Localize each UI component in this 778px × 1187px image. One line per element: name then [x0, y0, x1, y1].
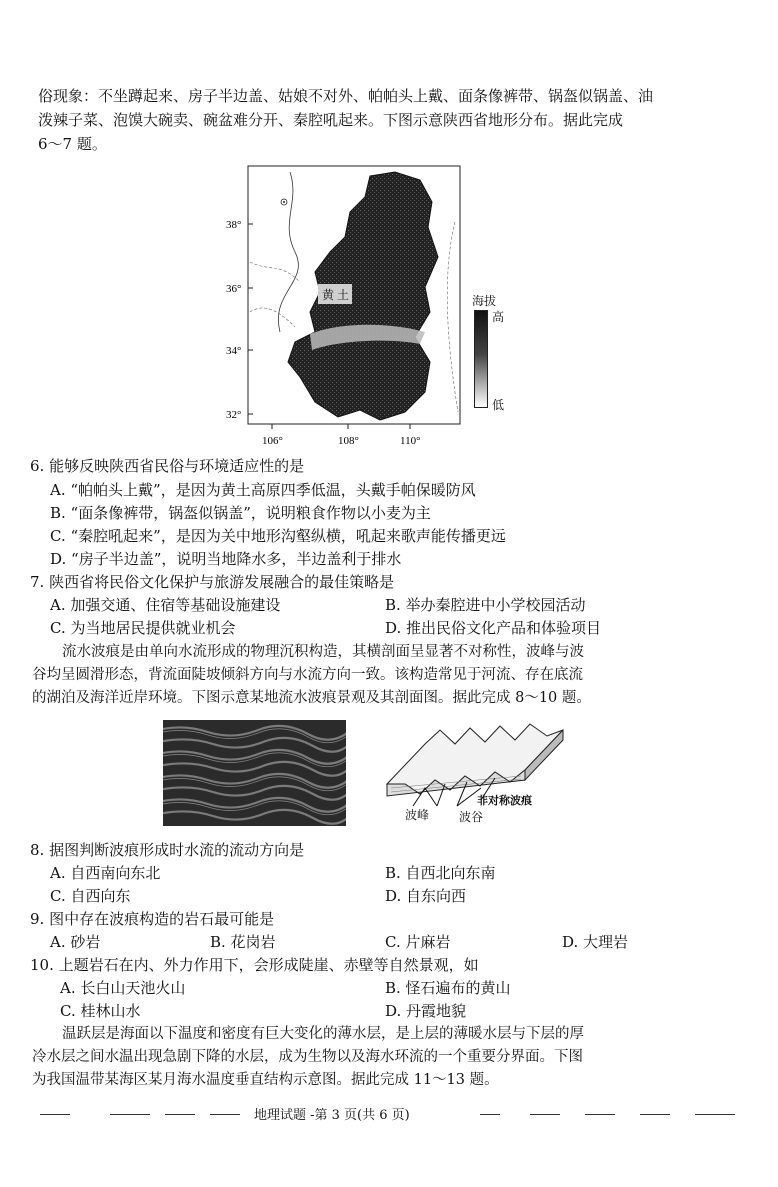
footer-dash: [640, 1114, 670, 1115]
ripple-cross-section-diagram: [385, 722, 565, 824]
q9-stem: 9. 图中存在波痕构造的岩石最可能是: [30, 910, 275, 928]
footer-dash: [695, 1114, 735, 1115]
passage2-line-2: 谷均呈圆滑形态，背流面陡坡倾斜方向与水流方向一致。该构造常见于河流、存在底流: [32, 667, 583, 683]
q7-option-a: A. 加强交通、住宿等基础设施建设: [50, 596, 281, 614]
passage3-line-3: 为我国温带某海区某月海水温度垂直结构示意图。据此完成 11～13 题。: [32, 1072, 499, 1088]
q10-option-d: D. 丹霞地貌: [385, 1002, 467, 1020]
q10-stem: 10. 上题岩石在内、外力作用下，会形成陡崖、赤壁等自然景观，如: [30, 956, 479, 974]
map-region-label: 黄 土: [322, 288, 350, 302]
q9-option-b: B. 花岗岩: [210, 933, 276, 951]
footer-dash: [110, 1114, 150, 1115]
q8-option-d: D. 自东向西: [385, 887, 467, 905]
lon-label-110: 110°: [400, 435, 421, 447]
page-footer: 地理试题 -第 3 页(共 6 页): [254, 1108, 410, 1123]
q9-option-c: C. 片麻岩: [385, 933, 451, 951]
footer-dash: [585, 1114, 615, 1115]
q9-option-a: A. 砂岩: [50, 933, 101, 951]
q10-option-a: A. 长白山天池火山: [60, 979, 186, 997]
q8-option-a: A. 自西南向东北: [50, 864, 161, 882]
q10-option-c: C. 桂林山水: [60, 1002, 141, 1020]
passage2-line-1: 流水波痕是由单向水流形成的物理沉积构造，其横剖面呈显著不对称性，波峰与波: [62, 644, 584, 660]
legend-color-bar: [474, 310, 488, 408]
label-crest: 波峰: [405, 808, 430, 822]
footer-dash: [165, 1114, 195, 1115]
lat-label-32: 32°: [226, 409, 242, 421]
lon-label-108: 108°: [338, 435, 359, 447]
footer-dash: [480, 1114, 500, 1115]
footer-dash: [210, 1114, 240, 1115]
q6-option-d: D. “房子半边盖”，说明当地降水多，半边盖利于排水: [50, 550, 402, 568]
ripple-photo: [163, 720, 346, 826]
q6-option-c: C. “秦腔吼起来”，是因为关中地形沟壑纵横，吼起来歌声能传播更远: [50, 527, 506, 545]
passage3-line-2: 冷水层之间水温出现急剧下降的水层，成为生物以及海水环流的一个重要分界面。下图: [32, 1049, 583, 1065]
legend-low: 低: [492, 398, 505, 412]
q8-stem: 8. 据图判断波痕形成时水流的流动方向是: [30, 841, 305, 859]
footer-dash: [530, 1114, 560, 1115]
label-trough: 波谷: [459, 810, 484, 824]
q8-option-c: C. 自西向东: [50, 887, 131, 905]
intro-line-3: 6～7 题。: [38, 135, 107, 153]
lat-label-36: 36°: [226, 283, 242, 295]
lat-label-38: 38°: [226, 219, 242, 231]
q10-option-b: B. 怪石遍布的黄山: [385, 979, 511, 997]
passage2-line-3: 的湖泊及海洋近岸环境。下图示意某地流水波痕景观及其剖面图。据此完成 8～10 题。: [32, 690, 591, 706]
legend-title: 海拔: [472, 294, 497, 308]
q7-option-b: B. 举办秦腔进中小学校园活动: [385, 596, 586, 614]
lat-label-34: 34°: [226, 345, 242, 357]
q7-option-d: D. 推出民俗文化产品和体验项目: [385, 619, 602, 637]
legend-high: 高: [492, 310, 505, 324]
footer-dash: [40, 1114, 70, 1115]
elevation-legend: [472, 292, 522, 422]
lon-label-106: 106°: [262, 435, 283, 447]
q7-option-c: C. 为当地居民提供就业机会: [50, 619, 236, 637]
label-asymmetric-ripple: 非对称波痕: [477, 794, 532, 807]
q6-option-b: B. “面条像裤带，锅盔似锅盖”，说明粮食作物以小麦为主: [50, 504, 431, 522]
q8-option-b: B. 自西北向东南: [385, 864, 496, 882]
q7-stem: 7. 陕西省将民俗文化保护与旅游发展融合的最佳策略是: [30, 573, 395, 591]
q6-stem: 6. 能够反映陕西省民俗与环境适应性的是: [30, 457, 305, 475]
passage3-line-1: 温跃层是海面以下温度和密度有巨大变化的薄水层，是上层的薄暖水层与下层的厚: [62, 1026, 584, 1042]
intro-line-2: 泼辣子菜、泡馍大碗卖、碗盆难分开、秦腔吼起来。下图示意陕西省地形分布。据此完成: [38, 111, 624, 129]
q9-option-d: D. 大理岩: [562, 933, 629, 951]
q6-option-a: A. “帕帕头上戴”，是因为黄土高原四季低温，头戴手帕保暖防风: [50, 481, 476, 499]
intro-line-1: 俗现象：不坐蹲起来、房子半边盖、姑娘不对外、帕帕头上戴、面条像裤带、锅盔似锅盖、油: [38, 87, 654, 105]
